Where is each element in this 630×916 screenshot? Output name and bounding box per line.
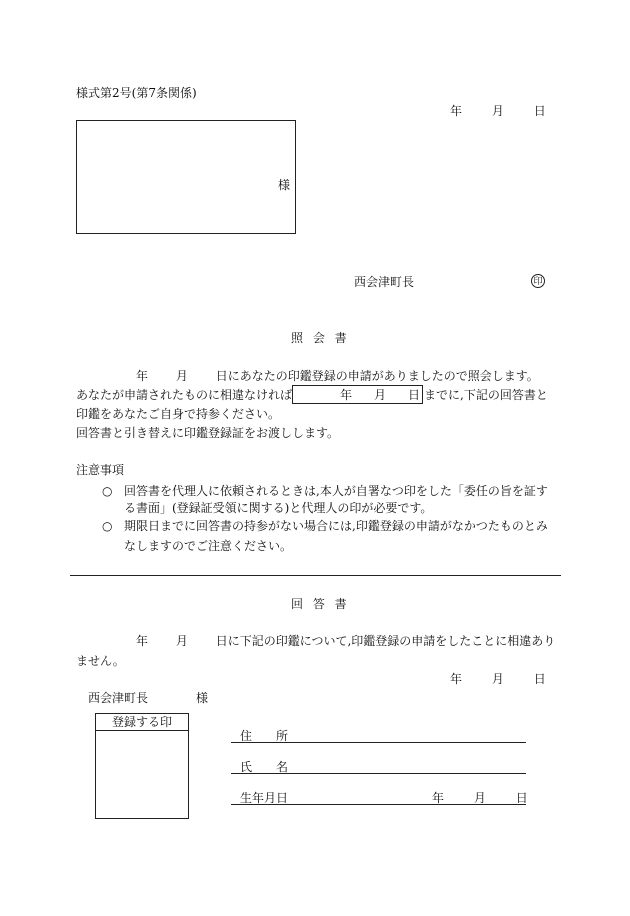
- name-label: 氏 名: [240, 760, 289, 774]
- inquiry-line-3: 印鑑をあなたご自身で持参ください。: [76, 407, 281, 421]
- deadline-date-box[interactable]: [292, 385, 423, 404]
- note-1-line-1: 回答書を代理人に依頼されるときは,本人が自署なつ印をした「委任の旨を証す: [124, 484, 548, 498]
- addressee-suffix: 様: [278, 178, 291, 192]
- birth-year-label: 年: [432, 791, 445, 805]
- birthdate-label: 生年月日: [240, 791, 289, 805]
- inquiry-year-label: 年: [136, 369, 149, 383]
- inquiry-title: 照 会 書: [291, 331, 350, 345]
- date-day-label: 日: [533, 104, 546, 118]
- reply-month-label: 月: [175, 634, 188, 648]
- reply-line-2: ません。: [76, 654, 125, 668]
- birth-month-label: 月: [473, 791, 486, 805]
- header-date: [450, 104, 546, 118]
- reply-line-1-text: 日に下記の印鑑について,印鑑登録の申請をしたことに相違あり: [215, 634, 556, 648]
- reply-title: 回 答 書: [291, 597, 350, 611]
- date-month-label: 月: [491, 104, 504, 118]
- issuer-title: 西会津町長: [354, 275, 415, 289]
- reply-to-suffix: 様: [196, 691, 209, 705]
- reply-date-year: 年: [450, 672, 463, 686]
- note-1-line-2: る書面」(登録証受領に関する)と代理人の印が必要です。: [124, 501, 433, 515]
- reply-to-title: 西会津町長: [88, 691, 149, 705]
- reply-date: [450, 672, 546, 686]
- address-field[interactable]: [231, 742, 526, 743]
- inquiry-line-1-text: 日にあなたの印鑑登録の申請がありましたので照会します。: [215, 369, 539, 383]
- date-year-label: 年: [450, 104, 463, 118]
- inquiry-line-2-pre: あなたが申請されたものに相違なければ: [76, 388, 293, 402]
- seal-icon: 印: [531, 274, 545, 288]
- seal-box-label: 登録する印: [112, 715, 173, 729]
- deadline-day-label: 日: [408, 388, 421, 402]
- inquiry-line-1: [136, 369, 539, 383]
- section-divider: [70, 575, 561, 576]
- reply-year-label: 年: [136, 634, 149, 648]
- seal-box-header-rule: [95, 730, 189, 731]
- notes-heading: 注意事項: [76, 463, 125, 477]
- deadline-year-label: 年: [340, 388, 353, 402]
- inquiry-line-4: 回答書と引き替えに印鑑登録証をお渡しします。: [76, 426, 340, 440]
- bullet-icon: ○: [102, 519, 113, 533]
- birth-day-label: 日: [515, 791, 528, 805]
- reply-date-month: 月: [491, 672, 504, 686]
- reply-date-day: 日: [533, 672, 546, 686]
- inquiry-line-2-post: までに,下記の回答書と: [424, 388, 548, 402]
- addressee-box[interactable]: [76, 120, 296, 234]
- birthdate-field[interactable]: [231, 804, 526, 805]
- deadline-month-label: 月: [374, 388, 387, 402]
- form-id: 様式第2号(第7条関係): [76, 86, 197, 100]
- note-2-line-1: 期限日までに回答書の持参がない場合には,印鑑登録の申請がなかつたものとみ: [124, 519, 548, 533]
- note-2-line-2: なしますのでご注意ください。: [124, 539, 293, 553]
- reply-line-1: [136, 634, 555, 648]
- address-label: 住 所: [240, 729, 289, 743]
- inquiry-month-label: 月: [175, 369, 188, 383]
- name-field[interactable]: [231, 773, 526, 774]
- bullet-icon: ○: [102, 484, 113, 498]
